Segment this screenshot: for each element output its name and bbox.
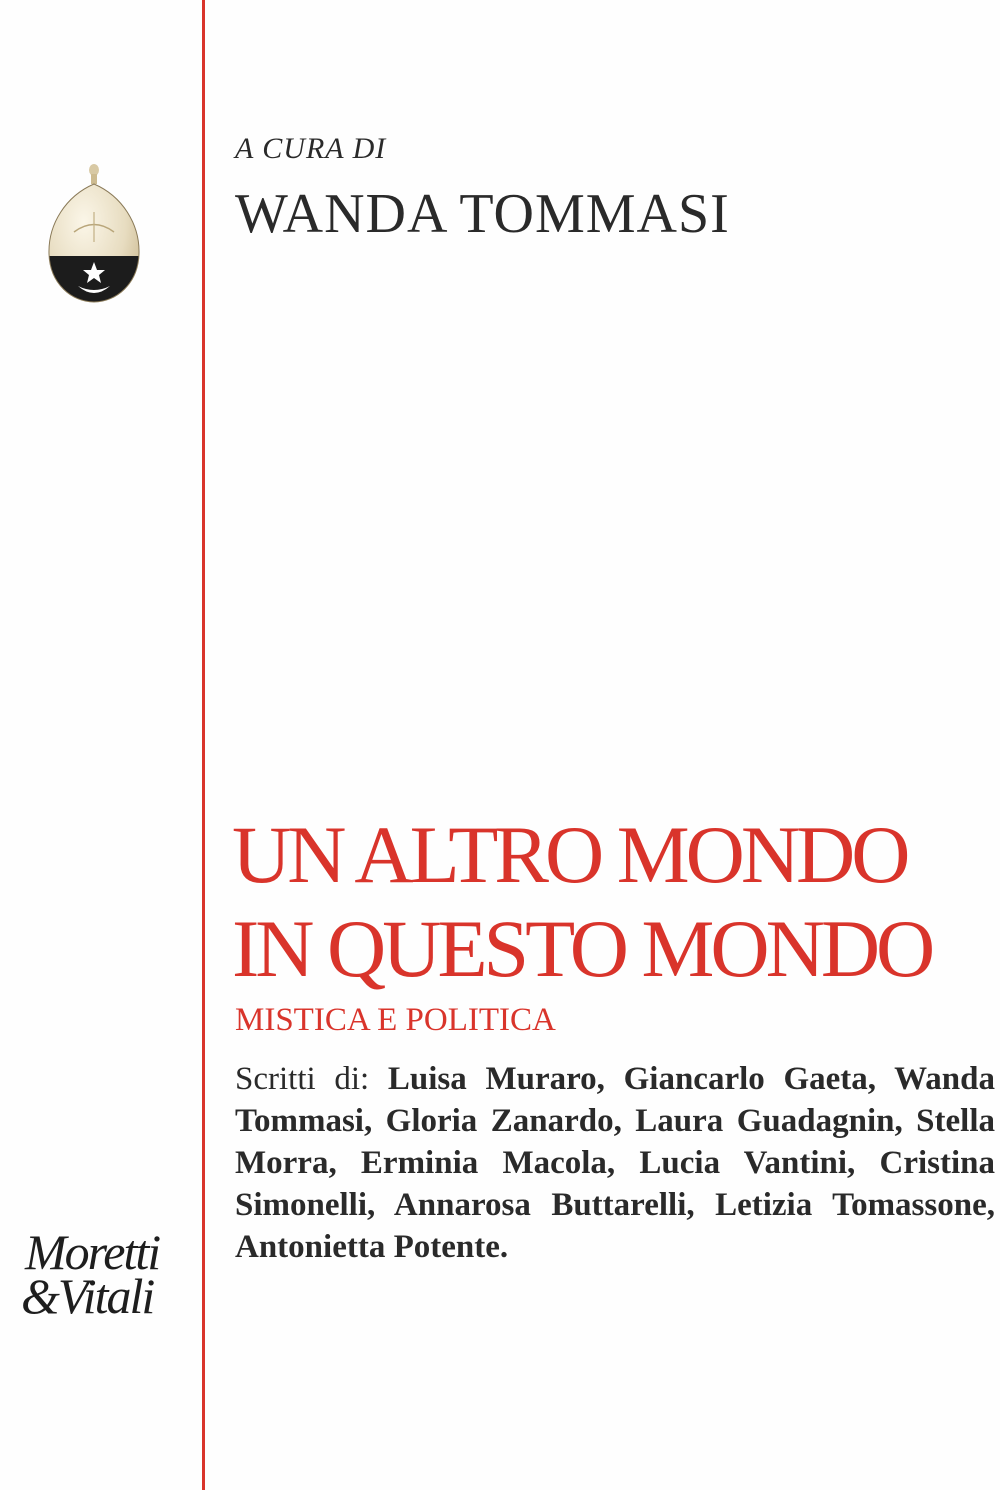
publisher-line-1: Moretti <box>25 1224 160 1280</box>
red-vertical-rule <box>202 0 205 1490</box>
curator-label: A CURA DI <box>235 132 387 165</box>
title-line-2: IN QUESTO MONDO <box>232 903 932 994</box>
contributors-list: Luisa Muraro, Giancarlo Gaeta, Wanda Tommasi, Gloria Zanardo, Laura Guadagnin, Stella Morra, Erminia Macola, Lucia Vantini, Cristina Simonelli, Annarosa Buttarelli, Letizia Tomassone, Antonietta Potente. <box>235 1061 995 1265</box>
title-line-1: UN ALTRO MONDO <box>232 809 907 900</box>
emblem-icon <box>44 162 144 312</box>
curator-name: WANDA TOMMASI <box>235 183 730 245</box>
book-subtitle: MISTICA E POLITICA <box>235 1002 556 1038</box>
contributors-lead: Scritti di: <box>235 1061 388 1097</box>
book-title <box>232 808 931 996</box>
publisher-logo <box>21 1224 160 1324</box>
publisher-line-2: &Vitali <box>21 1268 154 1324</box>
contributors-block <box>235 1058 995 1268</box>
